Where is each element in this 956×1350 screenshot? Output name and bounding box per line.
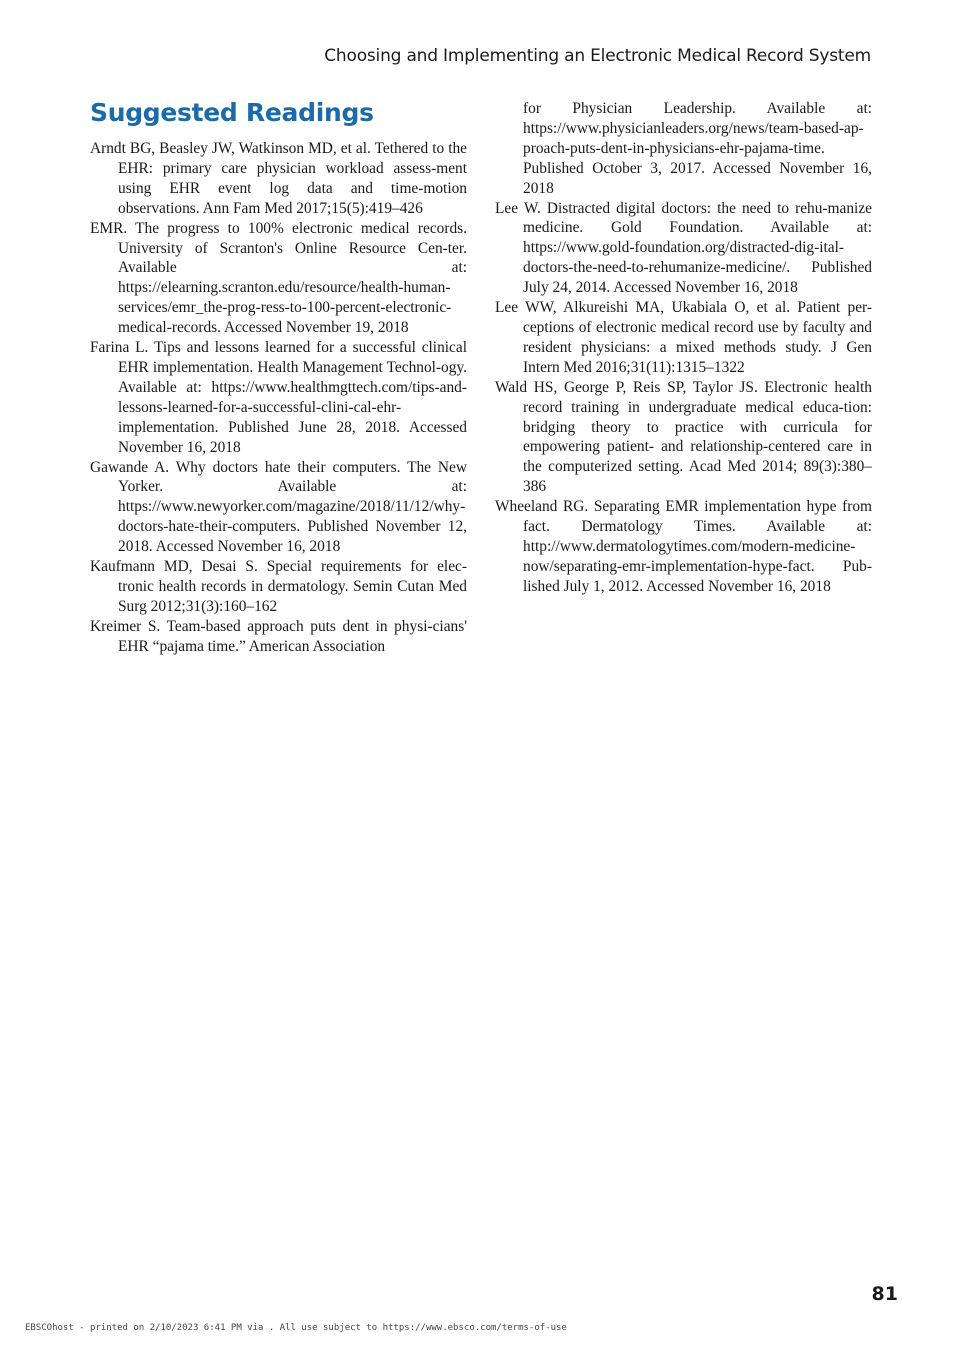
reference-continuation: for Physician Leadership. Available at: https://www.physicianleaders.org/news/team-based-ap-proach-puts-dent-in-physicians-ehr-pajama-time. Published October 3, 2017. Accessed November 16, 2018 bbox=[523, 100, 872, 197]
reference-item: Kreimer S. Team-based approach puts dent in physi-cians' EHR “pajama time.” American Association bbox=[90, 617, 467, 655]
right-column bbox=[495, 99, 872, 597]
print-footer: EBSCOhost - printed on 2/10/2023 6:41 PM via . All use subject to https://www.ebsco.com/terms-of-use bbox=[25, 1323, 567, 1333]
section-title: Suggested Readings bbox=[90, 98, 374, 127]
left-column bbox=[90, 98, 467, 657]
reference-item: Lee WW, Alkureishi MA, Ukabiala O, et al. Patient per-ceptions of electronic medical record use by faculty and resident physicians: a mixed methods study. J Gen Intern Med 2016;31(11):1315–1322 bbox=[495, 299, 872, 376]
reference-item: Arndt BG, Beasley JW, Watkinson MD, et al. Tethered to the EHR: primary care physician workload assess-ment using EHR event log data and time-motion observations. Ann Fam Med 2017;15(5):419–426 bbox=[90, 140, 467, 217]
reference-item: Wheeland RG. Separating EMR implementation hype from fact. Dermatology Times. Available at: http://www.dermatologytimes.com/modern-medicine-now/separating-emr-implementation-hype-fact. Pub-lished July 1, 2012. Accessed November 16, 2018 bbox=[495, 498, 872, 595]
reference-item: Gawande A. Why doctors hate their computers. The New Yorker. Available at: https://www.newyorker.com/magazine/2018/11/12/why-doctors-hate-their-computers. Published November 12, 2018. Accessed November 16, 2018 bbox=[90, 458, 467, 556]
reference-item: Farina L. Tips and lessons learned for a successful clinical EHR implementation. Health Management Technol-ogy. Available at: https://www.healthmgttech.com/tips-and-lessons-learned-for-a-successful-clini-cal-ehr-implementation. Published June 28, 2018. Accessed November 16, 2018 bbox=[90, 339, 467, 456]
reference-item: EMR. The progress to 100% electronic medical records. University of Scranton's Online Resource Cen-ter. Available at: https://elearning.scranton.edu/resource/health-human-services/emr_the-prog-ress-to-100-percent-electronic-medical-records. Accessed November 19, 2018 bbox=[90, 219, 467, 337]
page-number: 81 bbox=[871, 1283, 898, 1305]
reference-item: Lee W. Distracted digital doctors: the need to rehu-manize medicine. Gold Foundation. Available at: https://www.gold-foundation.org/distracted-dig-ital-doctors-the-need-to-rehumanize-medicine/. Published July 24, 2014. Accessed November 16, 2018 bbox=[495, 199, 872, 297]
reference-item: Wald HS, George P, Reis SP, Taylor JS. Electronic health record training in undergraduate medical educa-tion: bridging theory to practice with curricula for empowering patient- and relationship-centered care in the computerized setting. Acad Med 2014; 89(3):380–386 bbox=[495, 378, 872, 496]
reference-item: Kaufmann MD, Desai S. Special requirements for elec-tronic health records in dermatology. Semin Cutan Med Surg 2012;31(3):160–162 bbox=[90, 558, 467, 615]
running-head: Choosing and Implementing an Electronic Medical Record System bbox=[324, 46, 871, 66]
